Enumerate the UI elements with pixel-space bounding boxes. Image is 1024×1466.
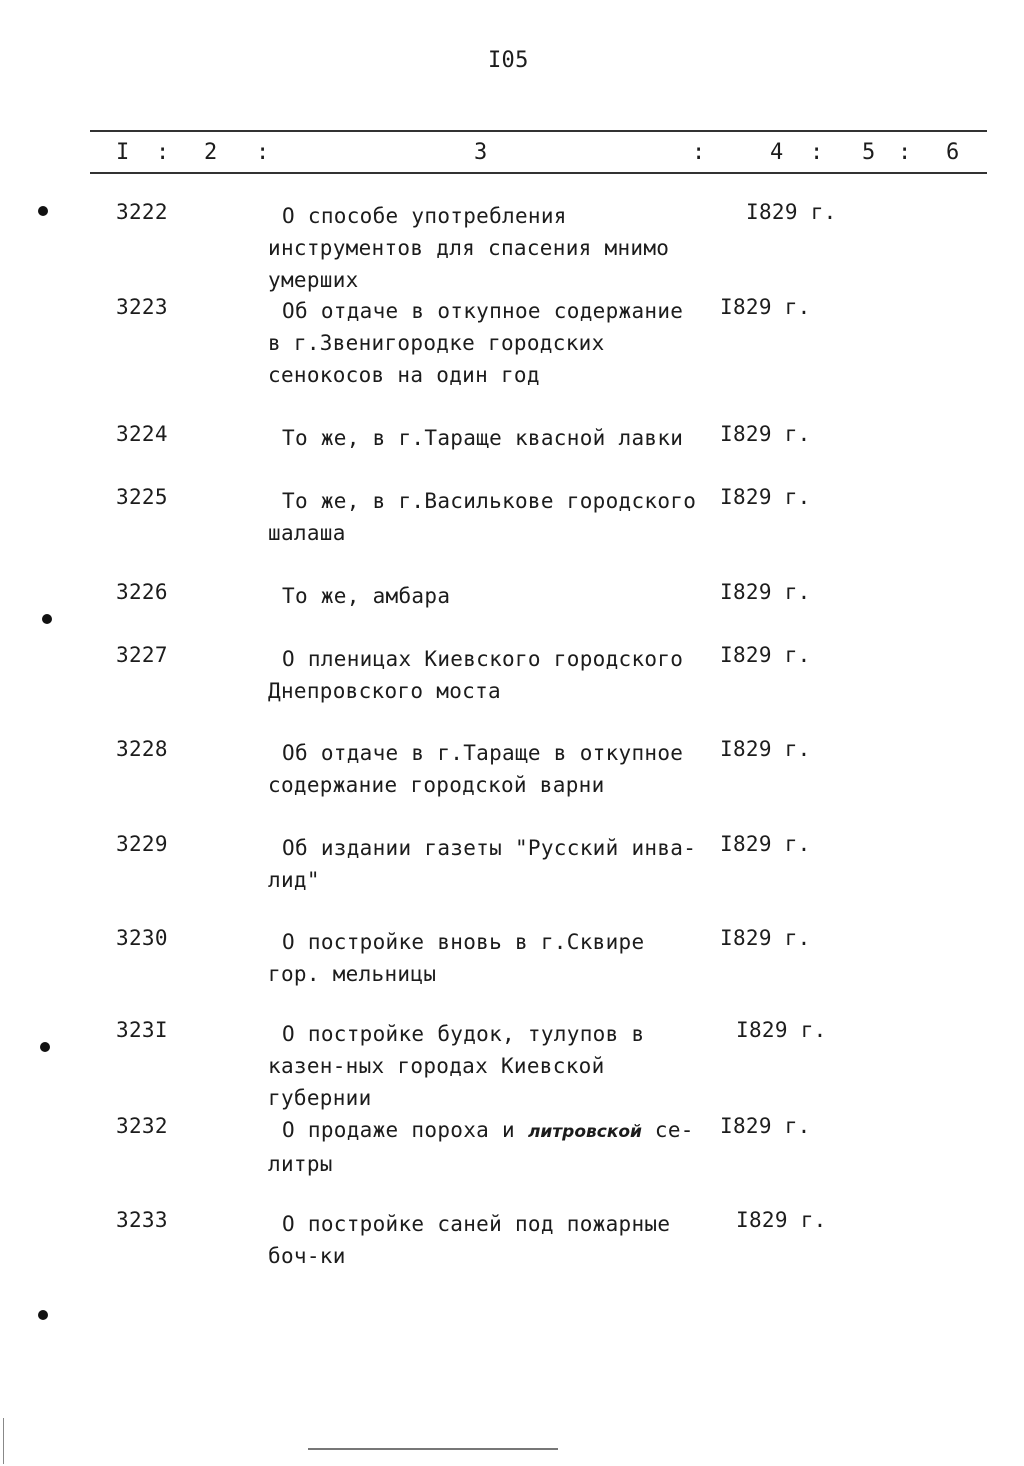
entry-date: I829 г. — [720, 737, 811, 761]
entry-title-typed-start: О продаже пороха и — [282, 1118, 515, 1142]
entry-date: I829 г. — [720, 485, 811, 509]
entry-title: О постройке вновь в г.Сквире гор. мельницы — [268, 930, 645, 986]
entry-number: 3230 — [116, 926, 168, 950]
entry-title: О пленицах Киевского городского Днепровского моста — [268, 647, 684, 703]
entry-date: I829 г. — [720, 295, 811, 319]
binder-hole — [38, 206, 48, 216]
entry-title: Об отдаче в откупное содержание в г.Звенигородке городских сенокосов на один год — [268, 299, 684, 387]
entry-date: I829 г. — [720, 643, 811, 667]
entry-number: 3224 — [116, 422, 168, 446]
entry-date: I829 г. — [720, 1114, 811, 1138]
header-separator-4: : — [810, 140, 824, 165]
header-col-5: 5 — [862, 140, 876, 165]
entry-date: I829 г. — [720, 832, 811, 856]
entry-number: 3225 — [116, 485, 168, 509]
binder-hole — [40, 1042, 50, 1052]
scan-bottom-line — [308, 1448, 558, 1450]
entry-title: Об отдаче в г.Тараще в откупное содержание городской варни — [268, 741, 684, 797]
scan-margin-line — [3, 1418, 4, 1464]
entry-date: I829 г. — [720, 422, 811, 446]
entry-title: То же, амбара — [282, 584, 451, 608]
entry-title-typed-end: се-литры — [268, 1118, 694, 1176]
header-col-6: 6 — [946, 140, 960, 165]
header-col-1: I — [116, 140, 130, 165]
entry-title: То же, в г.Василькове городского шалаша — [268, 489, 697, 545]
header-rule-top — [90, 130, 987, 132]
entry-title: То же, в г.Тараще квасной лавки — [282, 426, 684, 450]
header-col-4: 4 — [770, 140, 784, 165]
entry-date: I829 г. — [736, 1208, 827, 1232]
binder-hole — [42, 614, 52, 624]
header-col-2: 2 — [204, 140, 218, 165]
entry-number: 3222 — [116, 200, 168, 224]
header-separator-1: : — [156, 140, 170, 165]
entry-number: 3223 — [116, 295, 168, 319]
entry-number: 323I — [116, 1018, 168, 1042]
entry-title: О постройке саней под пожарные боч-ки — [268, 1212, 671, 1268]
entry-title: О постройке будок, тулупов в казен-ных городах Киевской губернии — [268, 1022, 645, 1110]
binder-hole — [38, 1310, 48, 1320]
header-separator-3: : — [692, 140, 706, 165]
entry-title: О способе употребления инструментов для спасения мнимо умерших — [268, 204, 670, 292]
header-rule-bottom — [90, 172, 987, 174]
entry-date: I829 г. — [720, 580, 811, 604]
header-separator-2: : — [256, 140, 270, 165]
entry-title — [268, 1114, 708, 1180]
handwritten-insert: литровской — [527, 1122, 642, 1142]
entry-date: I829 г. — [746, 200, 837, 224]
entry-date: I829 г. — [720, 926, 811, 950]
entry-number: 3233 — [116, 1208, 168, 1232]
entry-number: 3229 — [116, 832, 168, 856]
entry-number: 3232 — [116, 1114, 168, 1138]
entry-date: I829 г. — [736, 1018, 827, 1042]
header-separator-5: : — [898, 140, 912, 165]
page-number: I05 — [488, 48, 529, 73]
header-col-3: 3 — [474, 140, 488, 165]
entry-number: 3228 — [116, 737, 168, 761]
entry-number: 3226 — [116, 580, 168, 604]
entry-title: Об издании газеты "Русский инва-лид" — [268, 836, 697, 892]
entry-number: 3227 — [116, 643, 168, 667]
